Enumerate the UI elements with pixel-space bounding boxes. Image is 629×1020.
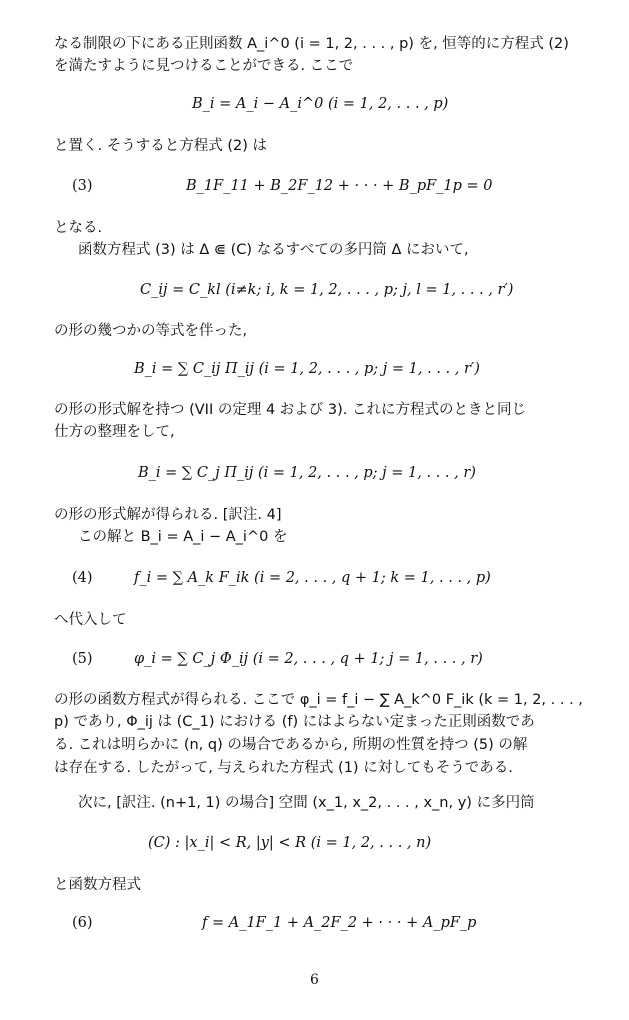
- text-line: を満たすように見つけることができる. ここで: [54, 58, 354, 74]
- equation: B_i = ∑ C_ij Π_ij (i = 1, 2, . . . , p; j = 1, . . . , r′): [134, 361, 480, 377]
- equation: f = A_1F_1 + A_2F_2 + · · · + A_pF_p: [202, 915, 477, 931]
- page-number: 6: [310, 972, 319, 988]
- text-line: 函数方程式 (3) は Δ ⋐ (C) なるすべての多円筒 Δ において,: [78, 242, 469, 258]
- text-line: と函数方程式: [54, 877, 141, 893]
- equation: φ_i = ∑ C_j Φ_ij (i = 2, . . . , q + 1; j = 1, . . . , r): [134, 651, 483, 667]
- text-line: の形の幾つかの等式を伴った,: [54, 323, 248, 339]
- equation-number: (4): [72, 570, 93, 586]
- text-line: と置く. そうすると方程式 (2) は: [54, 138, 267, 154]
- equation: C_ij = C_kl (i≠k; i, k = 1, 2, . . . , p; j, l = 1, . . . , r′): [140, 282, 514, 298]
- equation: f_i = ∑ A_k F_ik (i = 2, . . . , q + 1; k = 1, . . . , p): [134, 570, 491, 586]
- equation-number: (5): [72, 651, 93, 667]
- text-line: p) であり, Φ_ij は (C_1) における (f) にはよらない定まった正則函数であ: [54, 714, 535, 730]
- equation: B_i = ∑ C_j Π_ij (i = 1, 2, . . . , p; j = 1, . . . , r): [138, 465, 476, 481]
- equation: B_i = A_i − A_i^0 (i = 1, 2, . . . , p): [192, 96, 449, 112]
- text-line: となる.: [54, 220, 103, 236]
- text-line: の形の形式解を持つ (VII の定理 4 および 3). これに方程式のときと同じ: [54, 402, 526, 418]
- text-line: は存在する. したがって, 与えられた方程式 (1) に対してもそうである.: [54, 760, 513, 776]
- text-line: の形の形式解が得られる. [訳注. 4]: [54, 507, 282, 523]
- text-line: の形の函数方程式が得られる. ここで φ_i = f_i − ∑ A_k^0 F_ik (k = 1, 2, . . . ,: [54, 692, 583, 708]
- text-line: なる制限の下にある正則函数 A_i^0 (i = 1, 2, . . . , p) を, 恒等的に方程式 (2): [54, 36, 569, 52]
- text-line: へ代入して: [54, 612, 127, 628]
- text-line: 仕方の整理をして,: [54, 424, 175, 440]
- equation: (C) : |x_i| < R, |y| < R (i = 1, 2, . . . , n): [148, 835, 432, 851]
- text-line: 次に, [訳注. (n+1, 1) の場合] 空間 (x_1, x_2, . . . , x_n, y) に多円筒: [78, 795, 535, 811]
- text-line: る. これは明らかに (n, q) の場合であるから, 所期の性質を持つ (5) の解: [54, 737, 528, 753]
- equation-number: (6): [72, 915, 93, 931]
- equation-number: (3): [72, 178, 93, 194]
- text-line: この解と B_i = A_i − A_i^0 を: [78, 529, 288, 545]
- equation: B_1F_11 + B_2F_12 + · · · + B_pF_1p = 0: [186, 178, 493, 194]
